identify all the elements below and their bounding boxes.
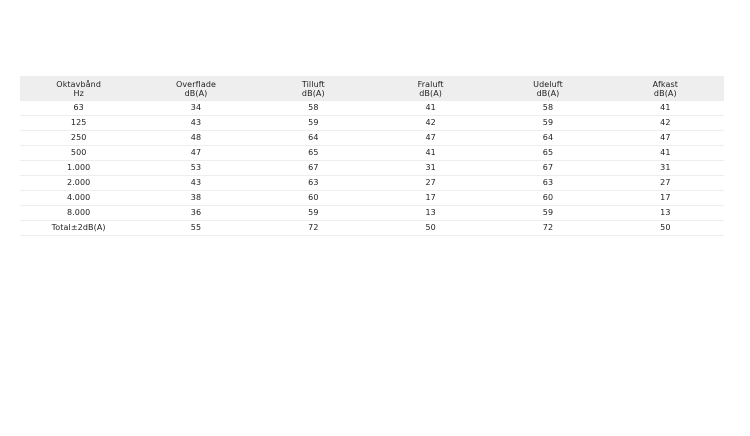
header-row bbox=[20, 76, 724, 101]
table-cell: 63 bbox=[255, 176, 372, 191]
col-header-octave-band bbox=[20, 76, 137, 101]
table-cell: 47 bbox=[372, 131, 489, 146]
table-cell: 50 bbox=[607, 221, 724, 236]
table-cell: 43 bbox=[137, 176, 254, 191]
table-cell: 41 bbox=[372, 146, 489, 161]
table-cell: 31 bbox=[607, 161, 724, 176]
col-header-extract-air bbox=[372, 76, 489, 101]
table-cell: 59 bbox=[489, 206, 606, 221]
table-cell: 47 bbox=[137, 146, 254, 161]
table-cell: 60 bbox=[255, 191, 372, 206]
table-cell: 2.000 bbox=[20, 176, 137, 191]
table-cell: 72 bbox=[255, 221, 372, 236]
table-cell: 4.000 bbox=[20, 191, 137, 206]
table-row bbox=[20, 101, 724, 116]
table-cell: 36 bbox=[137, 206, 254, 221]
table-cell: 125 bbox=[20, 116, 137, 131]
table-cell: 42 bbox=[372, 116, 489, 131]
table-cell: 58 bbox=[489, 101, 606, 116]
col-header-name: Overflade bbox=[175, 79, 217, 89]
table-cell: 59 bbox=[255, 206, 372, 221]
col-header-unit: dB(A) bbox=[184, 88, 208, 98]
table-body bbox=[20, 101, 724, 236]
table-cell: 41 bbox=[372, 101, 489, 116]
table-cell: 60 bbox=[489, 191, 606, 206]
table-cell: 1.000 bbox=[20, 161, 137, 176]
table-cell: 34 bbox=[137, 101, 254, 116]
col-header-unit: dB(A) bbox=[419, 88, 443, 98]
table-row bbox=[20, 161, 724, 176]
table-row bbox=[20, 176, 724, 191]
table-cell: 67 bbox=[489, 161, 606, 176]
table-cell: 8.000 bbox=[20, 206, 137, 221]
table-cell: 64 bbox=[255, 131, 372, 146]
col-header-surface bbox=[137, 76, 254, 101]
table-cell: 38 bbox=[137, 191, 254, 206]
table-row bbox=[20, 131, 724, 146]
col-header-unit: Hz bbox=[73, 88, 84, 98]
table-cell: 31 bbox=[372, 161, 489, 176]
table-cell: 17 bbox=[372, 191, 489, 206]
table-cell: 17 bbox=[607, 191, 724, 206]
col-header-name: Oktavbånd bbox=[56, 79, 102, 89]
table-cell: 41 bbox=[607, 146, 724, 161]
table-cell: 67 bbox=[255, 161, 372, 176]
col-header-name: Fraluft bbox=[417, 79, 444, 89]
table-cell: 42 bbox=[607, 116, 724, 131]
sound-data-table bbox=[20, 76, 724, 236]
table-cell: 55 bbox=[137, 221, 254, 236]
col-header-exhaust-air bbox=[607, 76, 724, 101]
table-cell: 65 bbox=[489, 146, 606, 161]
table-cell: 58 bbox=[255, 101, 372, 116]
table-cell: 27 bbox=[607, 176, 724, 191]
col-header-supply-air bbox=[255, 76, 372, 101]
table-row bbox=[20, 146, 724, 161]
table-cell: 59 bbox=[255, 116, 372, 131]
table-cell: 250 bbox=[20, 131, 137, 146]
table-row bbox=[20, 191, 724, 206]
table-cell: 13 bbox=[607, 206, 724, 221]
table-cell: 500 bbox=[20, 146, 137, 161]
col-header-name: Udeluft bbox=[533, 79, 563, 89]
table-cell: 53 bbox=[137, 161, 254, 176]
table-cell: Total±2dB(A) bbox=[20, 221, 137, 236]
sound-data-table-container bbox=[20, 76, 724, 236]
table-cell: 63 bbox=[489, 176, 606, 191]
table-row bbox=[20, 206, 724, 221]
table-cell: 41 bbox=[607, 101, 724, 116]
table-cell: 43 bbox=[137, 116, 254, 131]
table-row bbox=[20, 116, 724, 131]
col-header-unit: dB(A) bbox=[301, 88, 325, 98]
table-cell: 13 bbox=[372, 206, 489, 221]
col-header-name: Tilluft bbox=[301, 79, 325, 89]
table-cell: 48 bbox=[137, 131, 254, 146]
table-cell: 65 bbox=[255, 146, 372, 161]
table-header bbox=[20, 76, 724, 101]
table-cell: 59 bbox=[489, 116, 606, 131]
table-cell: 47 bbox=[607, 131, 724, 146]
col-header-name: Afkast bbox=[652, 79, 678, 89]
col-header-unit: dB(A) bbox=[653, 88, 677, 98]
table-cell: 27 bbox=[372, 176, 489, 191]
table-cell: 63 bbox=[20, 101, 137, 116]
table-cell: 64 bbox=[489, 131, 606, 146]
table-row-total bbox=[20, 221, 724, 236]
col-header-unit: dB(A) bbox=[536, 88, 560, 98]
col-header-outdoor-air bbox=[489, 76, 606, 101]
table-cell: 72 bbox=[489, 221, 606, 236]
table-cell: 50 bbox=[372, 221, 489, 236]
